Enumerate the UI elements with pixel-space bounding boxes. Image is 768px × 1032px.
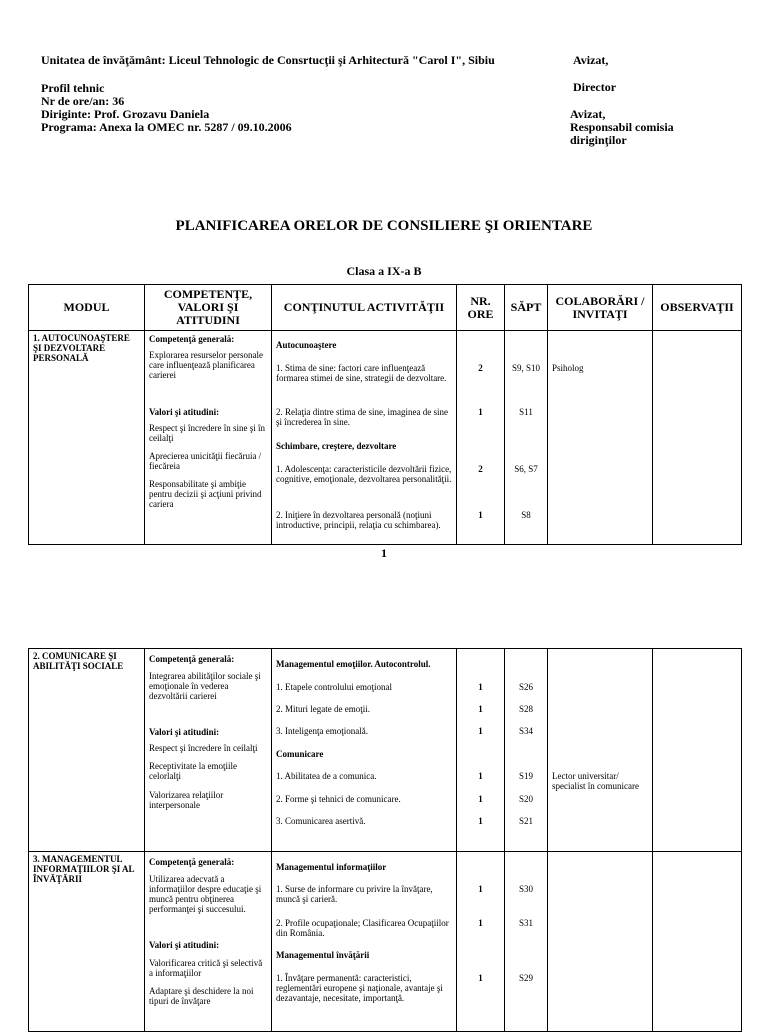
class-label: Clasa a IX-a B [346, 264, 422, 278]
activity-item: 2. Relaţia dintre stima de sine, imaginea de sine şi încrederea în sine. [276, 407, 448, 427]
header-competente: COMPETENŢE, VALORI ŞI ATITUDINI [145, 285, 272, 331]
header-sapt: SĂPT [505, 285, 548, 331]
header-nr-ore: NR. ORE [457, 285, 505, 331]
activity-item: 1. Abilitatea de a comunica. [276, 771, 377, 781]
school-name: Unitatea de învăţământ: Liceul Tehnologic de Consrtucţii şi Arhitectură "Carol I", Sibiu [41, 53, 495, 67]
general-competence: Integrarea abilităţilor sociale şi emoţionale în vederea dezvoltării carierei [149, 671, 261, 701]
collaborators-cell [548, 649, 653, 852]
general-competence-label: Competenţă generală: [149, 857, 235, 867]
values-label: Valori şi atitudini: [149, 727, 220, 737]
content-cell [272, 852, 457, 1032]
committee-label-2: diriginţilor [570, 133, 627, 147]
observations-cell [653, 331, 742, 545]
value-item: Respect şi încredere în sine şi în ceilalţi [149, 423, 265, 443]
value-item: Valorificarea critică şi selectivă a informaţiilor [149, 958, 263, 978]
activity-item: 2. Forme şi tehnici de comunicare. [276, 794, 401, 804]
header-continut: CONŢINUTUL ACTIVITĂŢII [272, 285, 457, 331]
program-label: Programa: Anexa la OMEC nr. 5287 / 09.10.2006 [41, 120, 292, 134]
hours-cell [457, 331, 505, 545]
module-name: 1. AUTOCUNOAŞTERE ŞI DEZVOLTARE PERSONALĂ [29, 331, 145, 545]
collaborators-cell [548, 852, 653, 1032]
hours-cell [457, 852, 505, 1032]
week-value: S21 [518, 816, 533, 826]
content-cell [272, 649, 457, 852]
approval-label-1: Avizat, [573, 53, 609, 67]
values-label: Valori şi atitudini: [149, 940, 220, 950]
table-row [29, 331, 742, 545]
hours-label: Nr de ore/an: 36 [41, 94, 125, 108]
competences-cell [145, 649, 272, 852]
profile-label: Profil tehnic [41, 81, 105, 95]
hours-value: 1 [478, 510, 483, 520]
week-value: S9, S10 [511, 363, 540, 373]
director-label: Director [573, 80, 617, 94]
collaborator-value: Psiholog [552, 363, 584, 373]
hours-value: 1 [478, 407, 483, 417]
week-value: S26 [518, 682, 533, 692]
header-modul: MODUL [29, 285, 145, 331]
section-heading: Comunicare [276, 749, 324, 759]
header-observatii: OBSERVAŢII [653, 285, 742, 331]
value-item: Aprecierea unicităţii fiecăruia / fiecăreia [149, 451, 262, 471]
hours-value: 1 [478, 794, 483, 804]
activity-item: 1. Adolescenţa: caracteristicile dezvoltării fizice, cognitive, emoţionale, dezvoltarea personalităţii. [276, 464, 452, 484]
general-competence-label: Competenţă generală: [149, 334, 235, 344]
observations-cell [653, 852, 742, 1032]
week-value: S11 [519, 407, 533, 417]
value-item: Receptivitate la emoţiile celorlalţi [149, 761, 237, 781]
content-cell [272, 331, 457, 545]
header-colaborari: COLABORĂRI / INVITAŢI [548, 285, 653, 331]
value-item: Respect şi încredere în ceilalţi [149, 743, 258, 753]
week-value: S28 [518, 704, 533, 714]
hours-value: 1 [478, 973, 483, 983]
activity-item: 1. Stima de sine: factori care influenţează formarea stimei de sine, strategii de dezvoltare. [276, 363, 447, 383]
hours-value: 2 [478, 464, 483, 474]
activity-item: 3. Comunicarea asertivă. [276, 816, 366, 826]
hours-value: 1 [478, 771, 483, 781]
table-row [29, 852, 742, 1032]
hours-value: 1 [478, 704, 483, 714]
week-value: S29 [518, 973, 533, 983]
hours-value: 1 [478, 816, 483, 826]
activity-item: 2. Iniţiere în dezvoltarea personală (noţiuni introductive, principii, relaţia cu schimbarea). [276, 510, 441, 530]
week-value: S31 [518, 918, 533, 928]
week-value: S34 [518, 726, 533, 736]
general-competence: Utilizarea adecvată a informaţiilor despre educaţie şi muncă pentru obţinerea performanţei şi succesului. [149, 874, 262, 914]
competences-cell [145, 331, 272, 545]
competences-cell [145, 852, 272, 1032]
week-cell [505, 852, 548, 1032]
module-name: 2. COMUNICARE ŞI ABILITĂŢI SOCIALE [29, 649, 145, 852]
value-item: Responsabilitate şi ambiţie pentru decizii şi acţiuni privind cariera [149, 479, 262, 509]
week-value: S30 [518, 884, 533, 894]
planning-table-page-2 [28, 648, 742, 1032]
planning-table-page-1 [28, 284, 742, 545]
collaborators-cell [548, 331, 653, 545]
week-value: S20 [518, 794, 533, 804]
week-cell [505, 331, 548, 545]
hours-value: 1 [478, 884, 483, 894]
week-value: S6, S7 [514, 464, 538, 474]
hours-value: 2 [478, 363, 483, 373]
collaborator-value: Lector universitar/ specialist în comunicare [552, 771, 639, 791]
teacher-label: Diriginte: Prof. Grozavu Daniela [41, 107, 210, 121]
section-heading: Managementul informaţiilor [276, 862, 387, 872]
hours-value: 1 [478, 918, 483, 928]
hours-value: 1 [478, 682, 483, 692]
general-competence: Explorarea resurselor personale care influenţează planificarea carierei [149, 350, 263, 380]
value-item: Adaptare şi deschidere la noi tipuri de învăţare [149, 986, 254, 1006]
table-row [29, 649, 742, 852]
activity-item: 1. Surse de informare cu privire la învăţare, muncă şi carieră. [276, 884, 433, 904]
hours-cell [457, 649, 505, 852]
section-heading: Managementul învăţării [276, 950, 370, 960]
observations-cell [653, 649, 742, 852]
activity-item: 2. Mituri legate de emoţii. [276, 704, 370, 714]
general-competence-label: Competenţă generală: [149, 654, 235, 664]
committee-label-1: Responsabil comisia [570, 120, 674, 134]
approval-label-2: Avizat, [570, 107, 606, 121]
page-title: PLANIFICAREA ORELOR DE CONSILIERE ŞI ORIENTARE [175, 218, 593, 234]
activity-item: 1. Învăţare permanentă: caracteristici, reglementări europene şi naţionale, avantaje şi dezavantaje, necesitate, importanţă. [276, 973, 443, 1003]
activity-item: 2. Profile ocupaţionale; Clasificarea Ocupaţiilor din România. [276, 918, 449, 938]
module-name: 3. MANAGEMENTUL INFORMAŢIILOR ŞI AL ÎNVĂŢĂRII [29, 852, 145, 1032]
activity-item: 3. Inteligenţa emoţională. [276, 726, 368, 736]
activity-item: 1. Etapele controlului emoţional [276, 682, 392, 692]
week-cell [505, 649, 548, 852]
week-value: S8 [521, 510, 531, 520]
values-label: Valori şi atitudini: [149, 407, 220, 417]
week-value: S19 [518, 771, 533, 781]
page-number: 1 [381, 546, 387, 560]
section-heading: Managementul emoţiilor. Autocontrolul. [276, 659, 431, 669]
value-item: Valorizarea relaţiilor interpersonale [149, 790, 224, 810]
section-heading: Schimbare, creştere, dezvoltare [276, 441, 397, 451]
section-heading: Autocunoaştere [276, 340, 337, 350]
hours-value: 1 [478, 726, 483, 736]
